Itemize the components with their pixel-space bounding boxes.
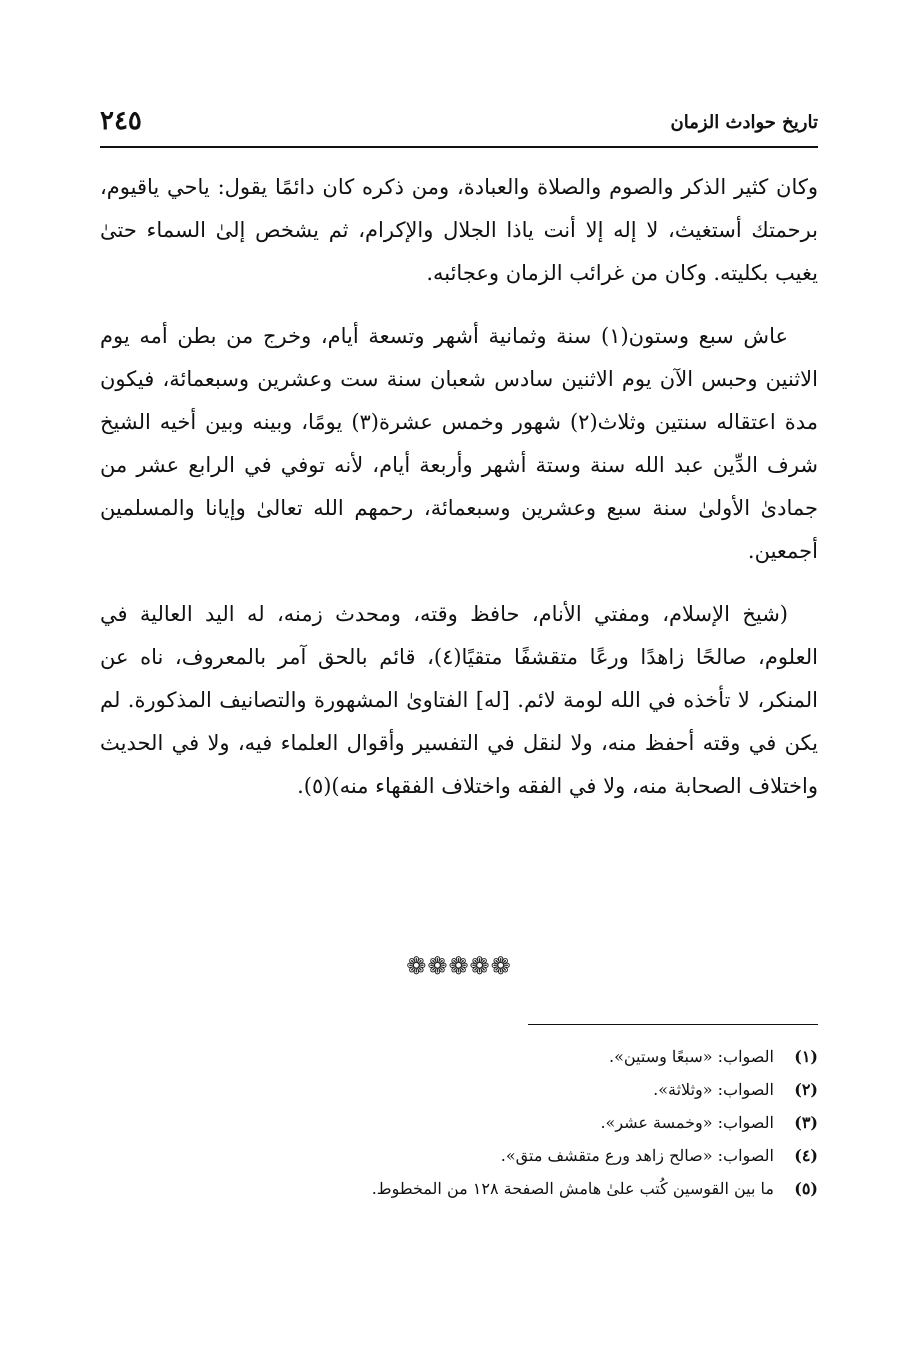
book-page bbox=[100, 0, 818, 1366]
paragraph: (شيخ الإسلام، ومفتي الأنام، حافظ وقته، ومحدث زمنه، له اليد العالية في العلوم، صالحًا زاهدًا ورعًا متقشفًا متقيًا(٤)، قائم بالحق آمر بالمعروف، ناه عن المنكر، لا تأخذه في الله لومة لائم. [له] الفتاوىٰ المشهورة والتصانيف المذكورة. لم يكن في وقته أحفظ منه، ولا لنقل في التفسير وأقوال العلماء فيه، ولا في الحديث واختلاف الصحابة منه، ولا في الفقه واختلاف الفقهاء منه)(٥). bbox=[100, 602, 818, 798]
footnote-rule bbox=[528, 1024, 818, 1025]
footnotes-list bbox=[100, 1040, 818, 1205]
footnote bbox=[100, 1073, 818, 1106]
footnote-number: (٢) bbox=[794, 1080, 818, 1099]
footnote-text: الصواب: «سبعًا وستين». bbox=[609, 1047, 774, 1066]
footnote-number: (٤) bbox=[794, 1146, 818, 1165]
footnote-text: الصواب: «وخمسة عشر». bbox=[600, 1113, 774, 1132]
footnote-text: ما بين القوسين كُتب علىٰ هامش الصفحة ١٢٨ من المخطوط. bbox=[371, 1179, 774, 1198]
page-number: ٢٤٥ bbox=[100, 106, 142, 136]
paragraph: وكان كثير الذكر والصوم والصلاة والعبادة، ومن ذكره كان دائمًا يقول: ياحي ياقيوم، برحمتك أستغيث، لا إله إلا أنت ياذا الجلال والإكرام، ثم يشخص إلىٰ السماء حتىٰ يغيب بكليته. وكان من غرائب الزمان وعجائبه. bbox=[100, 175, 818, 285]
header-rule bbox=[100, 146, 818, 148]
footnote bbox=[100, 1040, 818, 1073]
page-header bbox=[100, 104, 818, 144]
main-text bbox=[100, 166, 818, 828]
paragraph: عاش سبع وستون(١) سنة وثمانية أشهر وتسعة أيام، وخرج من بطن أمه يوم الاثنين وحبس الآن يوم الاثنين سادس شعبان سنة ست وعشرين وسبعمائة، فيكون مدة اعتقاله سنتين وثلاث(٢) شهور وخمس عشرة(٣) يومًا، وبينه وبين أخيه الشيخ شرف الدِّين عبد الله سنة وستة أشهر وأربعة أيام، لأنه توفي في الرابع عشر من جمادىٰ الأولىٰ سنة سبع وعشرين وسبعمائة، رحمهم الله تعالىٰ وإيانا والمسلمين أجمعين. bbox=[100, 324, 818, 563]
footnote-number: (٥) bbox=[794, 1179, 818, 1198]
footnote-text: الصواب: «وثلاثة». bbox=[653, 1080, 774, 1099]
running-title: تاريخ حوادث الزمان bbox=[670, 112, 818, 133]
footnote bbox=[100, 1106, 818, 1139]
footnote-number: (١) bbox=[794, 1047, 818, 1066]
ornament-divider-icon: ❁❁❁❁❁ bbox=[406, 952, 512, 980]
footnote bbox=[100, 1172, 818, 1205]
footnote-text: الصواب: «صالح زاهد ورع متقشف متق». bbox=[500, 1146, 774, 1165]
footnote-number: (٣) bbox=[794, 1113, 818, 1132]
footnote bbox=[100, 1139, 818, 1172]
